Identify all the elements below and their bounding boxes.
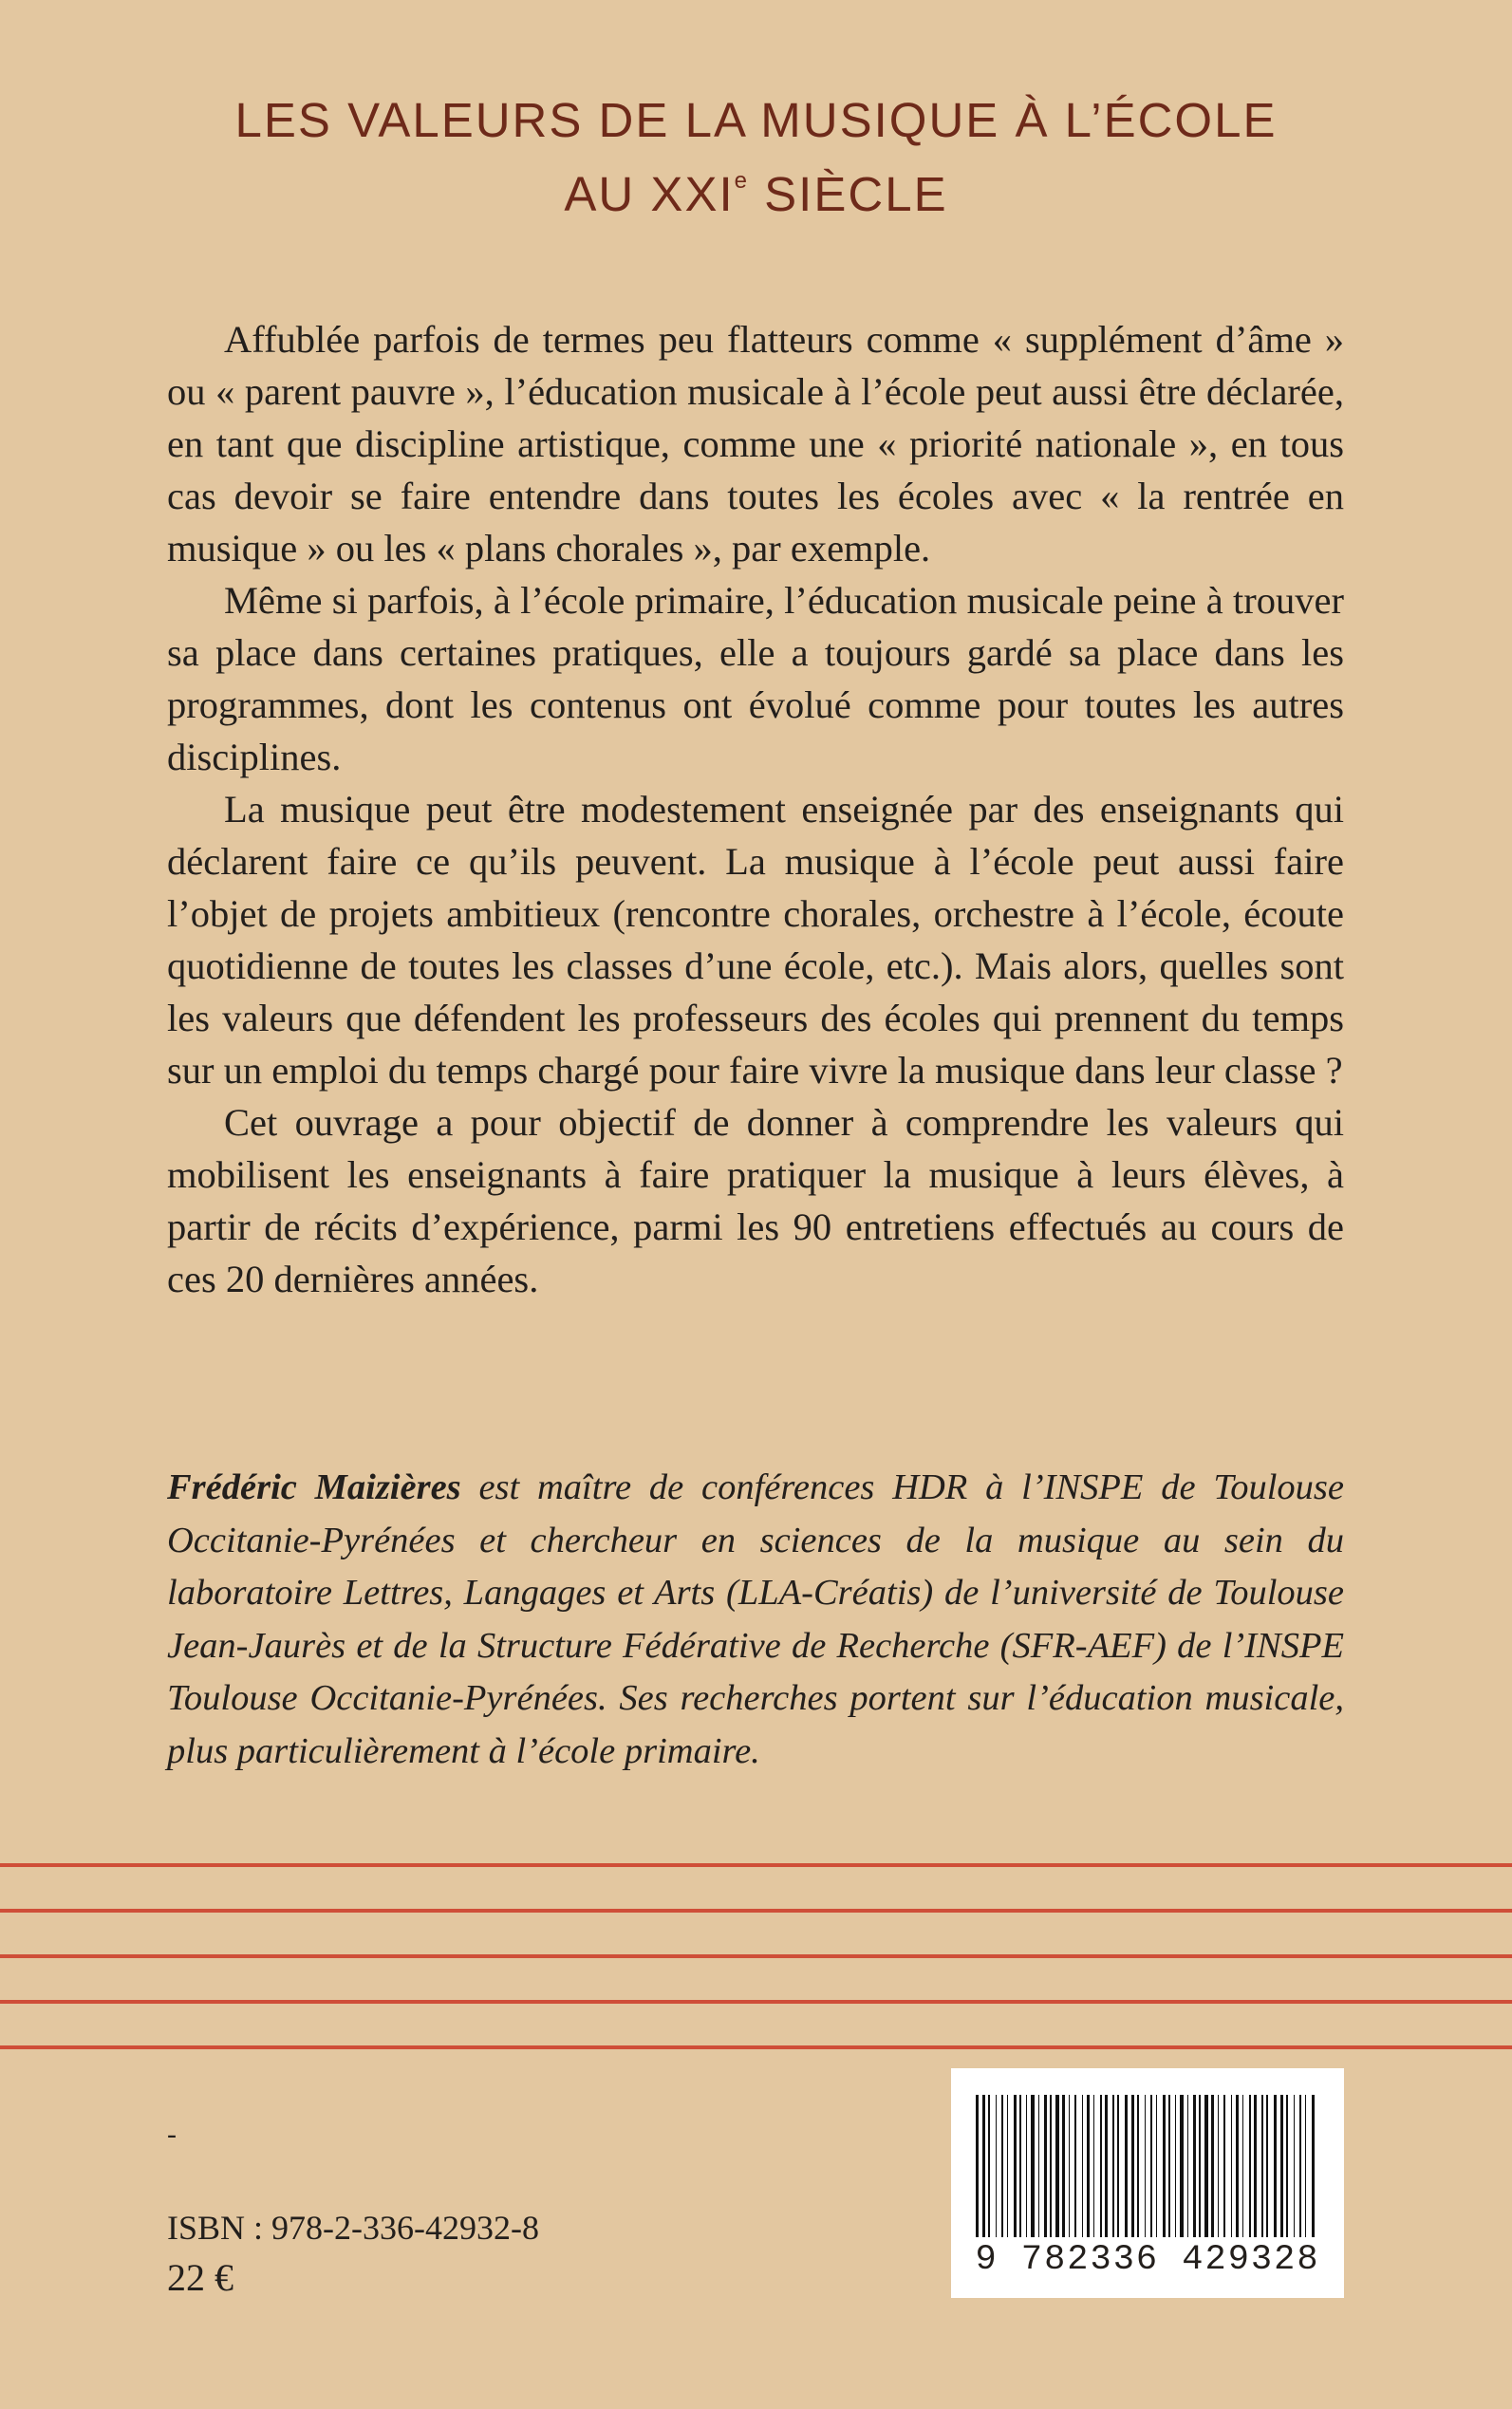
barcode-bar <box>1087 2095 1090 2237</box>
barcode-bar <box>1180 2095 1184 2237</box>
blurb-paragraph: Même si parfois, à l’école primaire, l’éducation musicale peine à trouver sa place dans certaines pratiques, elle a toujours gardé sa place dans les programmes, dont les contenus ont évolué comme pour toutes les autres disciplines. <box>167 579 1344 778</box>
barcode-bar <box>1050 2095 1052 2237</box>
barcode-bar <box>1211 2095 1214 2237</box>
barcode-bar <box>1204 2095 1208 2237</box>
barcode-bar <box>1150 2095 1152 2237</box>
barcode-bar <box>1187 2095 1188 2237</box>
staff-line <box>0 1954 1512 1958</box>
barcode-bar <box>1007 2095 1008 2237</box>
barcode-bar <box>1274 2095 1277 2237</box>
title-line-2-suffix: SIÈCLE <box>749 167 948 221</box>
barcode-bar <box>1117 2095 1119 2237</box>
barcode-bar <box>1112 2095 1114 2237</box>
barcode-bar <box>1100 2095 1102 2237</box>
barcode-bar <box>1199 2095 1201 2237</box>
barcode-bar <box>1223 2095 1225 2237</box>
blurb-paragraph: La musique peut être modestement enseignée par des enseignants qui déclarent faire ce qu’ils peuvent. La musique à l’école peut aussi faire l’objet de projets ambitieux (rencontre chorales, orchestre à l’école, écoute quotidienne de toutes les classes d’une école, etc.). Mais alors, quelles sont les valeurs que défendent les professeurs des écoles qui prennent du temps sur un emploi du temps chargé pour faire vivre la musique dans leur classe ? <box>167 788 1344 1092</box>
barcode-bar <box>1280 2095 1283 2237</box>
barcode-bar <box>1069 2095 1070 2237</box>
barcode-bar <box>1001 2095 1003 2237</box>
barcode-bar <box>1105 2095 1108 2237</box>
barcode-bar <box>1305 2095 1306 2237</box>
barcode-digits: 9 782336 429328 <box>975 2240 1320 2280</box>
barcode-bar <box>1137 2095 1139 2237</box>
barcode-bar <box>1014 2095 1017 2237</box>
barcode-bar <box>1218 2095 1219 2237</box>
barcode-bar <box>1055 2095 1059 2237</box>
barcode-bar <box>1242 2095 1243 2237</box>
barcode-bar <box>976 2095 979 2237</box>
barcode-bar <box>1031 2095 1035 2237</box>
dash-mark: - <box>167 2119 177 2150</box>
author-name: Frédéric Maizières <box>167 1467 461 1507</box>
barcode-bar <box>1163 2095 1166 2237</box>
price: 22 € <box>167 2256 233 2299</box>
barcode-bar <box>1312 2095 1315 2237</box>
barcode-bar <box>1231 2095 1232 2237</box>
author-bio <box>167 1462 1344 1778</box>
barcode-bar <box>1286 2095 1288 2237</box>
blurb-paragraph: Cet ouvrage a pour objectif de donner à comprendre les valeurs qui mobilisent les enseignants à faire pratiquer la musique à leurs élèves, à partir de récits d’expérience, parmi les 90 entretiens effectués au cours de ces 20 dernières années. <box>167 1101 1344 1300</box>
barcode-bar <box>1249 2095 1251 2237</box>
author-bio-text: est maître de conférences HDR à l’INSPE de Toulouse Occitanie-Pyrénées et chercheur en sciences de la musique au sein du laboratoire Lettres, Langages et Arts (LLA-Créatis) de l’université de Toulouse Jean-Jaurès et de la Structure Fédérative de Recherche (SFR-AEF) de l’INSPE Toulouse Occitanie-Pyrénées. Ses recherches portent sur l’éducation musicale, plus particulièrement à l’école primaire. <box>167 1467 1345 1771</box>
staff-line <box>0 1909 1512 1913</box>
barcode-bar <box>1093 2095 1094 2237</box>
title-line-2 <box>0 158 1512 232</box>
barcode-bar <box>1261 2095 1263 2237</box>
book-title <box>0 84 1512 232</box>
barcode-bar <box>982 2095 985 2237</box>
staff-line <box>0 2045 1512 2049</box>
barcode-bar <box>1062 2095 1065 2237</box>
barcode-bar <box>1294 2095 1295 2237</box>
barcode-bar <box>1131 2095 1134 2237</box>
staff-line <box>0 1863 1512 1867</box>
barcode-bar <box>1299 2095 1301 2237</box>
barcode <box>951 2068 1344 2298</box>
barcode-bar <box>1193 2095 1196 2237</box>
blurb <box>167 313 1344 1305</box>
barcode-bar <box>1044 2095 1047 2237</box>
blurb-paragraph: Affublée parfois de termes peu flatteurs comme « supplément d’âme » ou « parent pauvre », l’éducation musicale à l’école peut aussi être déclarée, en tant que discipline artistique, comme une « priorité nationale », en tous cas devoir se faire entendre dans toutes les écoles avec « la rentrée en musique » ou les « plans chorales », par exemple. <box>167 318 1344 570</box>
title-line-1: LES VALEURS DE LA MUSIQUE À L’ÉCOLE <box>234 93 1278 147</box>
barcode-bar <box>1019 2095 1021 2237</box>
title-line-2-prefix: AU XXI <box>564 167 735 221</box>
barcode-bar <box>1254 2095 1257 2237</box>
barcode-bar <box>1236 2095 1239 2237</box>
barcode-bar <box>1145 2095 1146 2237</box>
barcode-bar <box>1038 2095 1039 2237</box>
isbn: ISBN : 978-2-336-42932-8 <box>167 2209 539 2247</box>
barcode-bar <box>1125 2095 1128 2237</box>
barcode-bar <box>1082 2095 1083 2237</box>
staff-line <box>0 2000 1512 2004</box>
barcode-bar <box>1156 2095 1157 2237</box>
barcode-bar <box>1168 2095 1170 2237</box>
barcode-bar <box>1074 2095 1076 2237</box>
barcode-bars <box>970 2095 1325 2247</box>
barcode-bar <box>996 2095 997 2237</box>
barcode-bar <box>1175 2095 1176 2237</box>
barcode-bar <box>1266 2095 1268 2237</box>
barcode-bar <box>1026 2095 1027 2237</box>
title-superscript: e <box>734 168 749 194</box>
barcode-bar <box>988 2095 990 2237</box>
